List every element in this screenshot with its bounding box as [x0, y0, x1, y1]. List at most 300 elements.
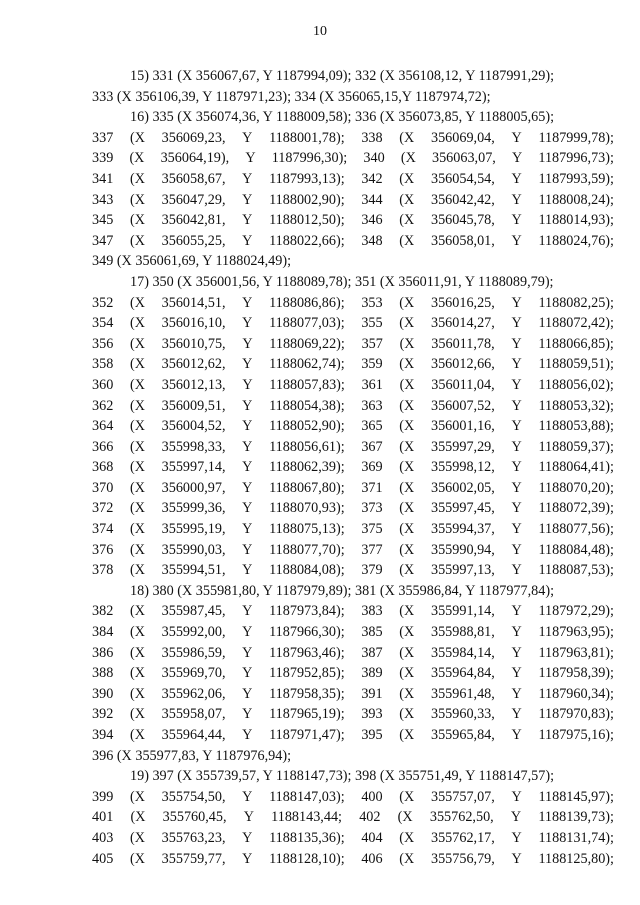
text-segment: 345 — [92, 212, 114, 229]
text-line — [92, 437, 614, 458]
text-segment: 1188002,90); — [269, 191, 345, 208]
text-segment: 1188128,10); — [269, 850, 345, 867]
text-segment: 355 — [361, 315, 383, 332]
text-segment: 1188135,36); — [269, 829, 345, 846]
text-segment: 1188084,08); — [269, 562, 345, 579]
text-segment: Y — [511, 685, 522, 702]
text-segment: 383 — [361, 603, 383, 620]
text-line — [92, 787, 614, 808]
text-segment: 358 — [92, 356, 114, 373]
text-segment: 361 — [361, 376, 383, 393]
text-segment: Y — [511, 315, 522, 332]
text-segment: (X — [399, 603, 415, 620]
text-segment: Y — [242, 829, 253, 846]
text-segment: (X — [399, 479, 415, 496]
text-segment: Y — [511, 624, 522, 641]
text-segment: 1188012,50); — [269, 212, 345, 229]
text-segment: 379 — [361, 562, 383, 579]
text-segment: Y — [242, 335, 253, 352]
text-segment: 1188052,90); — [269, 418, 345, 435]
text-segment: (X — [129, 232, 145, 249]
text-segment: 371 — [361, 479, 383, 496]
text-segment: Y — [242, 685, 253, 702]
text-segment: 382 — [92, 603, 114, 620]
text-line — [92, 272, 614, 293]
text-segment: 1187972,29); — [538, 603, 614, 620]
text-segment: 349 (X 356061,69, Y 1188024,49); — [92, 253, 292, 270]
text-line — [92, 231, 614, 252]
text-segment: 356000,97, — [161, 479, 226, 496]
text-segment: 355760,45, — [162, 809, 227, 826]
text-segment: 389 — [361, 665, 383, 682]
text-segment: Y — [511, 562, 522, 579]
text-segment: 355995,19, — [161, 521, 226, 538]
text-segment: 342 — [361, 170, 383, 187]
text-line — [92, 334, 614, 355]
text-segment: 355757,07, — [430, 788, 495, 805]
text-segment: 1188072,42); — [538, 315, 614, 332]
text-segment: Y — [242, 850, 253, 867]
text-segment: (X — [400, 150, 416, 167]
text-segment: 369 — [361, 459, 383, 476]
text-segment: 1187966,30); — [269, 624, 345, 641]
text-segment: Y — [242, 644, 253, 661]
text-segment: (X — [399, 294, 415, 311]
text-segment: 356011,04, — [431, 376, 495, 393]
text-segment: Y — [511, 603, 522, 620]
text-segment: 355998,12, — [430, 459, 495, 476]
text-segment: 367 — [361, 438, 383, 455]
text-segment: Y — [242, 603, 253, 620]
text-line — [92, 766, 614, 787]
text-segment: 364 — [92, 418, 114, 435]
text-segment: 354 — [92, 315, 114, 332]
text-segment: 355987,45, — [161, 603, 226, 620]
text-segment: (X — [399, 706, 415, 723]
text-segment: 392 — [92, 706, 114, 723]
text-segment: 391 — [361, 685, 383, 702]
text-segment: 1188072,39); — [538, 500, 614, 517]
text-segment: 1188069,22); — [269, 335, 345, 352]
text-segment: Y — [511, 212, 522, 229]
text-segment: (X — [399, 459, 415, 476]
text-segment: 1188070,93); — [269, 500, 345, 517]
text-segment: (X — [129, 315, 145, 332]
text-line — [92, 169, 614, 190]
text-segment: 356016,25, — [430, 294, 495, 311]
text-segment: 388 — [92, 665, 114, 682]
text-segment: 1187993,59); — [538, 170, 614, 187]
text-line — [92, 828, 614, 849]
text-segment: 1188059,51); — [538, 356, 614, 373]
text-segment: Y — [242, 294, 253, 311]
text-segment: 355994,37, — [430, 521, 495, 538]
text-segment: 356002,05, — [430, 479, 495, 496]
text-segment: Y — [511, 129, 522, 146]
text-segment: (X — [399, 685, 415, 702]
text-segment: 1188064,41); — [538, 459, 614, 476]
text-segment: (X — [399, 829, 415, 846]
text-segment: 1188062,74); — [269, 356, 345, 373]
text-segment: Y — [511, 335, 522, 352]
text-segment: 356016,10, — [161, 315, 226, 332]
text-segment: 356012,62, — [161, 356, 226, 373]
text-segment: Y — [242, 397, 253, 414]
text-segment: 355997,14, — [161, 459, 226, 476]
text-segment: Y — [242, 418, 253, 435]
text-segment: 355754,50, — [161, 788, 226, 805]
page-number: 10 — [313, 24, 327, 39]
text-segment: (X — [129, 212, 145, 229]
text-segment: 355756,79, — [430, 850, 495, 867]
text-segment: 366 — [92, 438, 114, 455]
text-segment: (X — [129, 170, 145, 187]
text-segment: 378 — [92, 562, 114, 579]
text-segment: (X — [399, 624, 415, 641]
text-segment: 1187970,83); — [538, 706, 614, 723]
text-segment: Y — [242, 521, 253, 538]
text-line — [92, 746, 614, 767]
text-segment: 355960,33, — [430, 706, 495, 723]
text-segment: (X — [129, 562, 145, 579]
text-segment: 355964,84, — [430, 665, 495, 682]
text-segment: Y — [511, 644, 522, 661]
text-segment: (X — [130, 809, 146, 826]
text-line — [92, 643, 614, 664]
text-segment: (X — [399, 418, 415, 435]
text-segment: 1187996,30); — [271, 150, 348, 167]
text-segment: 1187999,78); — [538, 129, 614, 146]
text-segment: 1188067,80); — [269, 479, 345, 496]
text-segment: (X — [129, 788, 145, 805]
text-segment: 1188082,25); — [538, 294, 614, 311]
text-segment: Y — [510, 809, 522, 826]
text-segment: 355997,45, — [430, 500, 495, 517]
text-segment: 356069,23, — [161, 129, 226, 146]
text-segment: 355999,36, — [161, 500, 226, 517]
text-segment: Y — [511, 150, 523, 167]
text-segment: 387 — [361, 644, 383, 661]
text-segment: 347 — [92, 232, 114, 249]
text-segment: 1188125,80); — [538, 850, 614, 867]
text-segment: 1188075,13); — [269, 521, 345, 538]
text-segment: 355990,03, — [161, 541, 226, 558]
text-segment: 343 — [92, 191, 114, 208]
text-segment: 385 — [361, 624, 383, 641]
text-segment: 355958,07, — [161, 706, 226, 723]
text-segment: 373 — [361, 500, 383, 517]
text-segment: Y — [511, 850, 522, 867]
text-line — [92, 107, 614, 128]
text-line — [92, 849, 614, 870]
text-segment: 1188077,70); — [269, 541, 345, 558]
text-segment: 355990,94, — [430, 541, 495, 558]
text-segment: 1188022,66); — [269, 232, 345, 249]
text-segment: 370 — [92, 479, 114, 496]
text-segment: (X — [399, 500, 415, 517]
text-segment: 355762,50, — [429, 809, 494, 826]
text-segment: 346 — [361, 212, 383, 229]
text-segment: 356010,75, — [161, 335, 226, 352]
text-segment: (X — [399, 850, 415, 867]
text-segment: Y — [242, 727, 253, 743]
text-segment: 365 — [361, 418, 383, 435]
text-segment: Y — [511, 232, 522, 249]
text-segment: 356069,04, — [430, 129, 495, 146]
text-segment: 394 — [92, 727, 114, 743]
text-segment: Y — [511, 500, 522, 517]
text-line — [92, 354, 614, 375]
text-segment: Y — [242, 356, 253, 373]
text-segment: Y — [242, 191, 253, 208]
text-segment: (X — [129, 603, 145, 620]
text-segment: Y — [511, 665, 522, 682]
text-segment: (X — [129, 850, 145, 867]
text-segment: (X — [399, 212, 415, 229]
text-segment: 17) 350 (X 356001,56, Y 1188089,78); 351 (X 356011,91, Y 1188089,79); — [130, 273, 554, 290]
text-segment: 1188008,24); — [538, 191, 614, 208]
text-segment: 333 (X 356106,39, Y 1187971,23); 334 (X 356065,15,Y 1187974,72); — [92, 88, 491, 105]
text-segment: 1188066,85); — [538, 335, 614, 352]
text-segment: 19) 397 (X 355739,57, Y 1188147,73); 398 (X 355751,49, Y 1188147,57); — [130, 768, 555, 785]
text-line — [92, 498, 614, 519]
text-segment: 356012,66, — [430, 356, 495, 373]
text-segment: Y — [242, 170, 253, 187]
text-segment: Y — [511, 706, 522, 723]
text-segment: 15) 331 (X 356067,67, Y 1187994,09); 332 (X 356108,12, Y 1187991,29); — [130, 68, 555, 84]
text-segment: 1188145,97); — [538, 788, 614, 805]
text-segment: 356014,27, — [430, 315, 495, 332]
text-segment: 362 — [92, 397, 114, 414]
text-segment: 1187960,34); — [538, 685, 614, 702]
text-segment: 374 — [92, 521, 114, 538]
text-segment: 1188057,83); — [269, 376, 345, 393]
text-segment: 355997,13, — [430, 562, 495, 579]
text-line — [92, 87, 614, 108]
text-segment: 1188139,73); — [538, 809, 614, 826]
text-segment: 356042,81, — [161, 212, 226, 229]
text-segment: 372 — [92, 500, 114, 517]
text-segment: 386 — [92, 644, 114, 661]
text-segment: 1188131,74); — [538, 829, 614, 846]
text-segment: (X — [129, 479, 145, 496]
text-segment: 401 — [92, 809, 114, 826]
text-segment: (X — [399, 438, 415, 455]
text-line — [92, 704, 614, 725]
text-segment: (X — [130, 335, 145, 352]
text-line — [92, 663, 614, 684]
text-segment: 353 — [361, 294, 383, 311]
text-segment: 404 — [361, 829, 383, 846]
text-line — [92, 251, 614, 272]
text-segment: (X — [129, 521, 145, 538]
text-segment: 1188077,56); — [538, 521, 614, 538]
text-segment: Y — [511, 418, 522, 435]
text-segment: Y — [242, 212, 253, 229]
text-segment: 355992,00, — [161, 624, 226, 641]
text-segment: 355964,44, — [161, 727, 226, 743]
text-line — [92, 519, 614, 540]
text-segment: 1187965,19); — [269, 706, 345, 723]
text-segment: 348 — [361, 232, 383, 249]
text-segment: (X — [399, 521, 415, 538]
text-segment: 337 — [92, 129, 114, 146]
coordinate-list — [92, 66, 614, 869]
text-segment: 359 — [361, 356, 383, 373]
text-segment: 1188053,32); — [538, 397, 614, 414]
text-segment: 1188143,44; — [271, 809, 342, 826]
text-segment: (X — [129, 500, 145, 517]
text-line — [92, 581, 614, 602]
text-segment: 1187975,16); — [538, 727, 614, 743]
text-segment: 356047,29, — [161, 191, 226, 208]
text-segment: Y — [242, 438, 253, 455]
text-segment: (X — [129, 665, 145, 682]
text-segment: Y — [242, 788, 253, 805]
text-segment: 356001,16, — [430, 418, 495, 435]
text-line — [92, 622, 614, 643]
text-segment: Y — [511, 438, 522, 455]
text-segment: 1188077,03); — [269, 315, 345, 332]
text-segment: (X — [399, 541, 415, 558]
text-line — [92, 148, 614, 169]
text-line — [92, 540, 614, 561]
text-line — [92, 725, 614, 746]
text-segment: 1187993,13); — [269, 170, 345, 187]
text-segment: 1188001,78); — [269, 129, 345, 146]
text-segment: (X — [129, 294, 145, 311]
text-line — [92, 416, 614, 437]
text-line — [92, 807, 614, 828]
text-segment: (X — [129, 356, 145, 373]
text-segment: 395 — [361, 727, 383, 743]
text-segment: 356 — [92, 335, 114, 352]
text-segment: (X — [399, 191, 415, 208]
text-segment: 1187963,95); — [538, 624, 614, 641]
text-segment: 399 — [92, 788, 114, 805]
text-segment: 356004,52, — [161, 418, 226, 435]
text-segment: (X — [397, 809, 413, 826]
text-segment: (X — [130, 376, 145, 393]
text-segment: 355762,17, — [430, 829, 495, 846]
text-segment: Y — [242, 315, 253, 332]
text-segment: 355994,51, — [161, 562, 226, 579]
text-segment: 1188147,03); — [269, 788, 345, 805]
text-segment: Y — [242, 376, 253, 393]
text-segment: Y — [511, 191, 522, 208]
text-segment: 400 — [361, 788, 383, 805]
text-segment: 1187958,35); — [269, 685, 345, 702]
text-segment: 18) 380 (X 355981,80, Y 1187979,89); 381 (X 355986,84, Y 1187977,84); — [130, 582, 555, 599]
text-segment: Y — [511, 397, 522, 414]
text-segment: 356009,51, — [161, 397, 226, 414]
text-segment: 1188056,61); — [269, 438, 345, 455]
text-segment: (X — [399, 232, 415, 249]
text-segment: 357 — [361, 335, 383, 352]
text-segment: (X — [129, 829, 145, 846]
text-segment: 1188053,88); — [538, 418, 614, 435]
text-segment: 393 — [361, 706, 383, 723]
text-segment: 356045,78, — [430, 212, 495, 229]
text-segment: 355991,14, — [430, 603, 495, 620]
text-segment: Y — [242, 665, 253, 682]
text-segment: Y — [242, 459, 253, 476]
text-segment: 1187952,85); — [269, 665, 345, 682]
text-segment: (X — [399, 376, 415, 393]
text-segment: 406 — [361, 850, 383, 867]
text-segment: Y — [242, 232, 253, 249]
text-segment: 338 — [361, 129, 383, 146]
text-segment: Y — [245, 150, 256, 167]
text-segment: (X — [129, 706, 145, 723]
text-segment: 1188014,93); — [538, 212, 614, 229]
text-segment: Y — [242, 706, 253, 723]
text-segment: 355986,59, — [161, 644, 226, 661]
text-segment: Y — [511, 521, 522, 538]
text-segment: (X — [129, 624, 145, 641]
text-segment: Y — [511, 727, 522, 743]
text-segment: 356011,78, — [431, 335, 495, 352]
text-segment: 356063,07, — [431, 150, 496, 167]
text-segment: (X — [129, 685, 145, 702]
text-segment: 377 — [361, 541, 383, 558]
text-segment: Y — [242, 500, 253, 517]
text-segment: 356007,52, — [430, 397, 495, 414]
text-segment: (X — [399, 170, 415, 187]
text-segment: Y — [511, 829, 522, 846]
text-segment: Y — [243, 809, 254, 826]
text-segment: 339 — [92, 150, 114, 167]
text-segment: 1188054,38); — [269, 397, 345, 414]
text-segment: 396 (X 355977,83, Y 1187976,94); — [92, 747, 292, 764]
text-segment: 356064,19), — [160, 150, 230, 167]
text-segment: (X — [399, 356, 415, 373]
text-segment: 1188062,39); — [269, 459, 345, 476]
text-segment: 355759,77, — [161, 850, 226, 867]
text-segment: 402 — [359, 809, 381, 826]
text-line — [92, 396, 614, 417]
text-segment: 355988,81, — [430, 624, 495, 641]
text-segment: 355969,70, — [161, 665, 226, 682]
text-segment: (X — [129, 644, 145, 661]
text-segment: (X — [129, 397, 145, 414]
text-segment: 1187971,47); — [269, 727, 345, 743]
text-segment: Y — [511, 788, 522, 805]
text-line — [92, 66, 614, 87]
text-segment: (X — [129, 438, 145, 455]
text-segment: 356012,13, — [161, 376, 226, 393]
text-segment: (X — [129, 727, 145, 743]
text-segment: 1188059,37); — [538, 438, 614, 455]
text-line — [92, 601, 614, 622]
text-segment: (X — [399, 665, 415, 682]
text-segment: 405 — [92, 850, 114, 867]
text-segment: Y — [242, 129, 253, 146]
text-segment: 368 — [92, 459, 114, 476]
text-segment: 1187958,39); — [538, 665, 614, 682]
text-segment: Y — [511, 479, 522, 496]
text-segment: Y — [242, 624, 253, 641]
text-segment: Y — [511, 541, 522, 558]
text-segment: 1187963,81); — [538, 644, 614, 661]
text-segment: 1188084,48); — [538, 541, 614, 558]
text-segment: 355961,48, — [430, 685, 495, 702]
text-segment: 355763,23, — [161, 829, 226, 846]
text-segment: 356058,67, — [161, 170, 226, 187]
text-segment: 356055,25, — [161, 232, 226, 249]
text-segment: Y — [511, 459, 522, 476]
text-segment: (X — [129, 459, 145, 476]
